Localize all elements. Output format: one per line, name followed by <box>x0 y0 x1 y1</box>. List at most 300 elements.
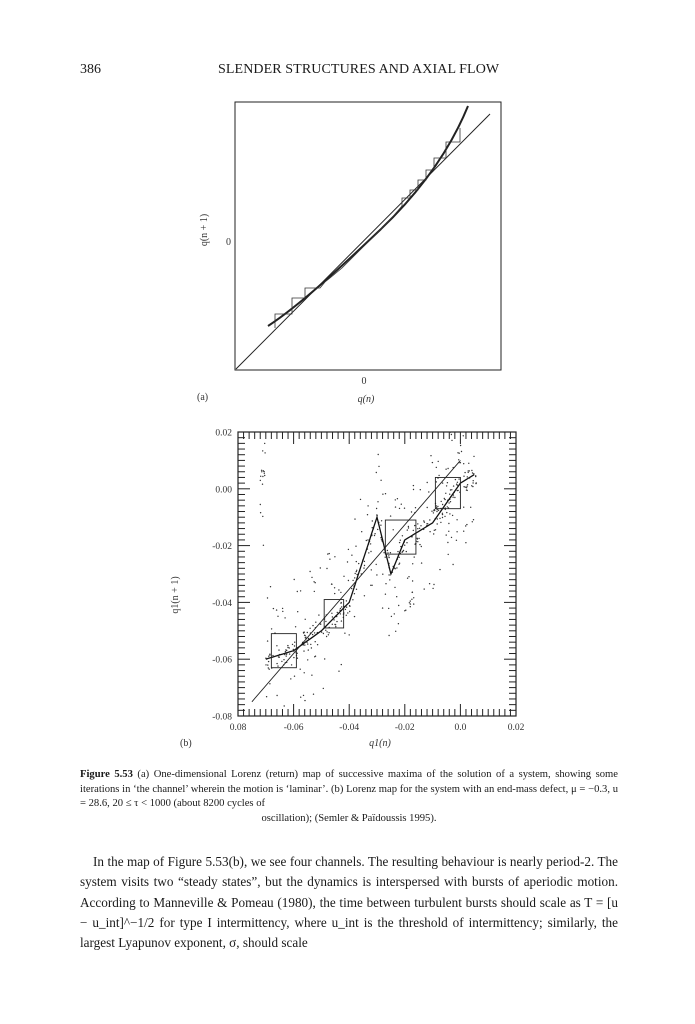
scatter-point <box>423 520 424 521</box>
scatter-point <box>377 529 378 530</box>
scatter-point <box>367 505 368 506</box>
scatter-point <box>473 456 474 457</box>
scatter-point <box>381 520 382 521</box>
scatter-point <box>472 521 473 522</box>
scatter-point <box>325 621 326 622</box>
y-tick-label: -0.06 <box>212 655 232 666</box>
scatter-point <box>428 491 429 492</box>
scatter-point <box>407 578 408 579</box>
scatter-point <box>451 537 452 538</box>
scatter-point <box>463 507 464 508</box>
scatter-point <box>354 616 355 617</box>
scatter-point <box>378 454 379 455</box>
scatter-point <box>268 656 269 657</box>
scatter-point <box>324 658 325 659</box>
scatter-point <box>347 612 348 613</box>
scatter-point <box>429 531 430 532</box>
scatter-point <box>285 651 286 652</box>
scatter-point <box>313 694 314 695</box>
scatter-point <box>340 608 341 609</box>
scatter-point <box>406 542 407 543</box>
scatter-point <box>372 520 373 521</box>
scatter-point <box>338 589 339 590</box>
scatter-point <box>311 577 312 578</box>
scatter-point <box>314 632 315 633</box>
scatter-point <box>407 529 408 530</box>
scatter-point <box>409 602 410 603</box>
scatter-point <box>432 462 433 463</box>
scatter-point <box>267 640 268 641</box>
scatter-point <box>467 476 468 477</box>
scatter-point <box>391 616 392 617</box>
scatter-point <box>453 485 454 486</box>
scatter-point <box>340 613 341 614</box>
scatter-point <box>294 642 295 643</box>
x-tick-label: -0.02 <box>394 723 415 733</box>
scatter-point <box>388 557 389 558</box>
scatter-point <box>387 550 388 551</box>
scatter-point <box>338 671 339 672</box>
scatter-point <box>412 563 413 564</box>
scatter-point <box>264 473 265 474</box>
scatter-point <box>466 524 467 525</box>
scatter-point <box>355 546 356 547</box>
scatter-point <box>429 583 430 584</box>
scatter-point <box>294 676 295 677</box>
scatter-point <box>347 561 348 562</box>
scatter-point <box>303 650 304 651</box>
scatter-point <box>294 645 295 646</box>
scatter-point <box>408 527 409 528</box>
scatter-point <box>346 615 347 616</box>
figure-b-scatter <box>260 432 477 707</box>
scatter-point <box>437 523 438 524</box>
figure-a-x-tick: 0 <box>361 376 367 387</box>
scatter-point <box>329 553 330 554</box>
scatter-point <box>463 463 464 464</box>
scatter-point <box>311 647 312 648</box>
scatter-point <box>276 663 277 664</box>
scatter-point <box>334 624 335 625</box>
scatter-point <box>429 519 430 520</box>
scatter-point <box>450 432 451 433</box>
scatter-point <box>348 549 349 550</box>
scatter-point <box>449 513 450 514</box>
scatter-point <box>300 697 301 698</box>
scatter-point <box>268 661 269 662</box>
scatter-point <box>395 506 396 507</box>
scatter-point <box>397 551 398 552</box>
scatter-point <box>446 534 447 535</box>
scatter-point <box>413 489 414 490</box>
figure-b-lines <box>252 460 474 701</box>
figure-a-panel-label: (a) <box>197 392 209 403</box>
scatter-point <box>310 644 311 645</box>
scatter-point <box>262 450 263 451</box>
scatter-point <box>368 552 369 553</box>
scatter-point <box>307 643 308 644</box>
scatter-point <box>370 551 371 552</box>
scatter-point <box>419 544 420 545</box>
scatter-point <box>263 471 264 472</box>
scatter-point <box>354 593 355 594</box>
scatter-point <box>376 472 377 473</box>
scatter-point <box>448 554 449 555</box>
scatter-point <box>439 569 440 570</box>
scatter-point <box>308 649 309 650</box>
scatter-point <box>463 486 464 487</box>
channel-box <box>435 477 460 508</box>
scatter-point <box>436 507 437 508</box>
scatter-point <box>351 555 352 556</box>
scatter-point <box>260 504 261 505</box>
scatter-point <box>363 567 364 568</box>
scatter-point <box>416 538 417 539</box>
figure-b <box>0 420 695 750</box>
scatter-point <box>334 556 335 557</box>
scatter-point <box>444 499 445 500</box>
scatter-point <box>370 585 371 586</box>
scatter-point <box>289 653 290 654</box>
running-title: SLENDER STRUCTURES AND AXIAL FLOW <box>218 62 500 77</box>
scatter-point <box>468 472 469 473</box>
scatter-point <box>276 609 277 610</box>
scatter-point <box>457 482 458 483</box>
scatter-point <box>358 563 359 564</box>
scatter-point <box>446 485 447 486</box>
scatter-point <box>356 570 357 571</box>
scatter-point <box>304 644 305 645</box>
scatter-point <box>465 525 466 526</box>
scatter-point <box>300 590 301 591</box>
scatter-point <box>364 565 365 566</box>
scatter-point <box>412 592 413 593</box>
scatter-point <box>291 664 292 665</box>
figure-a-xlabel: q(n) <box>357 394 375 405</box>
scatter-point <box>473 480 474 481</box>
scatter-point <box>396 567 397 568</box>
scatter-point <box>371 585 372 586</box>
scatter-point <box>367 514 368 515</box>
scatter-point <box>262 476 263 477</box>
scatter-point <box>307 659 308 660</box>
scatter-point <box>305 637 306 638</box>
scatter-point <box>374 533 375 534</box>
scatter-point <box>352 599 353 600</box>
scatter-point <box>284 705 285 706</box>
scatter-point <box>399 557 400 558</box>
scatter-point <box>460 445 461 446</box>
scatter-point <box>430 455 431 456</box>
scatter-point <box>326 568 327 569</box>
figure-a-y-tick: 0 <box>226 237 231 248</box>
scatter-point <box>385 493 386 494</box>
scatter-point <box>297 591 298 592</box>
scatter-point <box>473 519 474 520</box>
scatter-point <box>427 507 428 508</box>
scatter-point <box>268 667 269 668</box>
scatter-point <box>328 632 329 633</box>
scatter-point <box>461 451 462 452</box>
scatter-point <box>351 588 352 589</box>
scatter-point <box>314 591 315 592</box>
scatter-point <box>414 525 415 526</box>
scatter-point <box>401 504 402 505</box>
scatter-point <box>438 510 439 511</box>
scatter-point <box>264 475 265 476</box>
figure-b-channel-boxes <box>271 477 460 667</box>
scatter-point <box>295 626 296 627</box>
scatter-point <box>382 494 383 495</box>
scatter-point <box>452 515 453 516</box>
scatter-point <box>320 567 321 568</box>
scatter-point <box>382 607 383 608</box>
scatter-point <box>442 517 443 518</box>
figure-a-map-curve <box>268 106 468 326</box>
scatter-point <box>447 468 448 469</box>
scatter-point <box>283 659 284 660</box>
scatter-point <box>451 440 452 441</box>
scatter-point <box>442 482 443 483</box>
figure-a-cobweb <box>275 128 460 328</box>
scatter-point <box>282 611 283 612</box>
scatter-point <box>260 512 261 513</box>
scatter-point <box>456 519 457 520</box>
y-tick-label: -0.04 <box>212 598 232 609</box>
scatter-point <box>424 522 425 523</box>
scatter-point <box>318 614 319 615</box>
scatter-point <box>282 608 283 609</box>
scatter-point <box>354 577 355 578</box>
scatter-point <box>463 435 464 436</box>
scatter-point <box>304 672 305 673</box>
scatter-point <box>413 603 414 604</box>
scatter-point <box>354 518 355 519</box>
scatter-point <box>269 669 270 670</box>
scatter-point <box>418 538 419 539</box>
scatter-point <box>389 579 390 580</box>
scatter-point <box>472 472 473 473</box>
scatter-point <box>472 482 473 483</box>
scatter-point <box>261 471 262 472</box>
scatter-point <box>395 631 396 632</box>
y-tick-label: -0.02 <box>212 542 232 553</box>
figure-b-panel-label: (b) <box>180 738 192 749</box>
scatter-point <box>361 531 362 532</box>
scatter-point <box>394 587 395 588</box>
scatter-point <box>433 512 434 513</box>
scatter-point <box>404 545 405 546</box>
figure-b-ylabel: q1(n + 1) <box>170 576 181 614</box>
scatter-point <box>387 552 388 553</box>
scatter-point <box>292 644 293 645</box>
scatter-point <box>264 443 265 444</box>
scatter-point <box>263 545 264 546</box>
scatter-point <box>447 542 448 543</box>
scatter-point <box>366 540 367 541</box>
scatter-point <box>413 485 414 486</box>
scatter-point <box>413 530 414 531</box>
scatter-point <box>433 533 434 534</box>
scatter-point <box>433 584 434 585</box>
scatter-point <box>345 609 346 610</box>
scatter-point <box>414 556 415 557</box>
scatter-point <box>450 489 451 490</box>
scatter-point <box>380 480 381 481</box>
scatter-point <box>466 487 467 488</box>
scatter-point <box>460 462 461 463</box>
scatter-point <box>313 581 314 582</box>
scatter-point <box>424 588 425 589</box>
scatter-point <box>356 589 357 590</box>
scatter-point <box>285 649 286 650</box>
scatter-point <box>346 607 347 608</box>
scatter-point <box>413 597 414 598</box>
caption-last-line: oscillation); (Semler & Païdoussis 1995). <box>261 812 437 824</box>
scatter-point <box>372 527 373 528</box>
scatter-point <box>455 479 456 480</box>
scatter-point <box>417 523 418 524</box>
scatter-point <box>331 584 332 585</box>
scatter-point <box>323 633 324 634</box>
scatter-point <box>315 641 316 642</box>
page-number: 386 <box>80 62 101 77</box>
scatter-point <box>277 665 278 666</box>
scatter-point <box>337 612 338 613</box>
figure-a-ylabel: q(n + 1) <box>199 213 210 247</box>
scatter-point <box>458 459 459 460</box>
scatter-point <box>463 476 464 477</box>
scatter-point <box>355 573 356 574</box>
figure-b-xlabel: q1(n) <box>369 738 391 749</box>
scatter-point <box>408 526 409 527</box>
figure-a <box>0 90 695 410</box>
scatter-point <box>367 539 368 540</box>
scatter-point <box>398 605 399 606</box>
scatter-point <box>447 482 448 483</box>
scatter-point <box>348 580 349 581</box>
scatter-point <box>447 506 448 507</box>
scatter-point <box>456 540 457 541</box>
scatter-point <box>378 466 379 467</box>
scatter-point <box>435 529 436 530</box>
figure-b-tick-labels <box>212 429 524 734</box>
scatter-point <box>439 518 440 519</box>
scatter-point <box>323 688 324 689</box>
scatter-point <box>383 552 384 553</box>
scatter-point <box>438 475 439 476</box>
scatter-point <box>397 498 398 499</box>
scatter-point <box>327 553 328 554</box>
scatter-point <box>315 622 316 623</box>
scatter-point <box>334 587 335 588</box>
scatter-point <box>341 602 342 603</box>
scatter-point <box>394 613 395 614</box>
scatter-point <box>476 482 477 483</box>
scatter-point <box>332 616 333 617</box>
scatter-point <box>360 499 361 500</box>
scatter-point <box>385 583 386 584</box>
scatter-point <box>441 501 442 502</box>
scatter-point <box>287 647 288 648</box>
scatter-point <box>326 631 327 632</box>
scatter-point <box>402 551 403 552</box>
scatter-point <box>297 611 298 612</box>
scatter-point <box>315 582 316 583</box>
scatter-point <box>305 619 306 620</box>
scatter-point <box>444 516 445 517</box>
scatter-point <box>436 467 437 468</box>
scatter-point <box>277 616 278 617</box>
scatter-point <box>459 453 460 454</box>
scatter-point <box>417 528 418 529</box>
scatter-point <box>311 675 312 676</box>
y-tick-label: -0.08 <box>212 712 232 723</box>
scatter-point <box>421 546 422 547</box>
scatter-point <box>471 485 472 486</box>
scatter-point <box>356 571 357 572</box>
scatter-point <box>465 542 466 543</box>
page-header <box>0 62 695 82</box>
scatter-point <box>290 678 291 679</box>
scatter-point <box>458 478 459 479</box>
scatter-point <box>328 634 329 635</box>
scatter-point <box>431 511 432 512</box>
y-tick-label: 0.02 <box>215 428 232 439</box>
scatter-point <box>437 518 438 519</box>
caption-label: Figure 5.53 <box>80 769 133 780</box>
scatter-point <box>411 599 412 600</box>
scatter-point <box>420 489 421 490</box>
scatter-point <box>402 535 403 536</box>
scatter-point <box>408 576 409 577</box>
scatter-point <box>406 551 407 552</box>
scatter-point <box>451 434 452 435</box>
scatter-point <box>436 511 437 512</box>
scatter-point <box>393 529 394 530</box>
scatter-point <box>427 482 428 483</box>
scatter-point <box>262 516 263 517</box>
scatter-point <box>336 621 337 622</box>
scatter-point <box>446 512 447 513</box>
diagonal-line <box>252 460 461 701</box>
map-curve <box>266 475 475 660</box>
scatter-point <box>269 654 270 655</box>
body-paragraph: In the map of Figure 5.53(b), we see four channels. The resulting behaviour is nearly period-2. The system visits two “steady states”, but the dynamics is interspersed with bursts of aperiodic motion. According to Manneville & Pomeau (1980), the time between turbulent bursts should scale as T = [u − u_int]^−1/2 for type I intermittency, where u_int is the threshold of intermittency; similarly, the largest Lyapunov exponent, σ, should scale <box>80 854 618 951</box>
scatter-point <box>270 586 271 587</box>
scatter-point <box>421 562 422 563</box>
scatter-point <box>432 588 433 589</box>
scatter-point <box>412 580 413 581</box>
scatter-point <box>346 600 347 601</box>
scatter-point <box>276 645 277 646</box>
scatter-point <box>267 664 268 665</box>
scatter-point <box>399 563 400 564</box>
scatter-point <box>442 513 443 514</box>
scatter-point <box>434 530 435 531</box>
scatter-point <box>349 605 350 606</box>
scatter-point <box>312 634 313 635</box>
scatter-point <box>419 528 420 529</box>
scatter-point <box>284 617 285 618</box>
scatter-point <box>466 489 467 490</box>
scatter-point <box>267 597 268 598</box>
caption-text: (a) One-dimensional Lorenz (return) map of successive maxima of the solution of a system, showing some iterations in ‘the channel’ wherein the motion is ‘laminar’. (b) Lorenz map for the system with an end-mass defect, μ = −0.3, u = 28.6, 20 ≤ τ < 1000 (about 8200 cycles of <box>80 769 618 810</box>
scatter-point <box>420 525 421 526</box>
scatter-point <box>390 515 391 516</box>
scatter-point <box>472 486 473 487</box>
scatter-point <box>468 463 469 464</box>
